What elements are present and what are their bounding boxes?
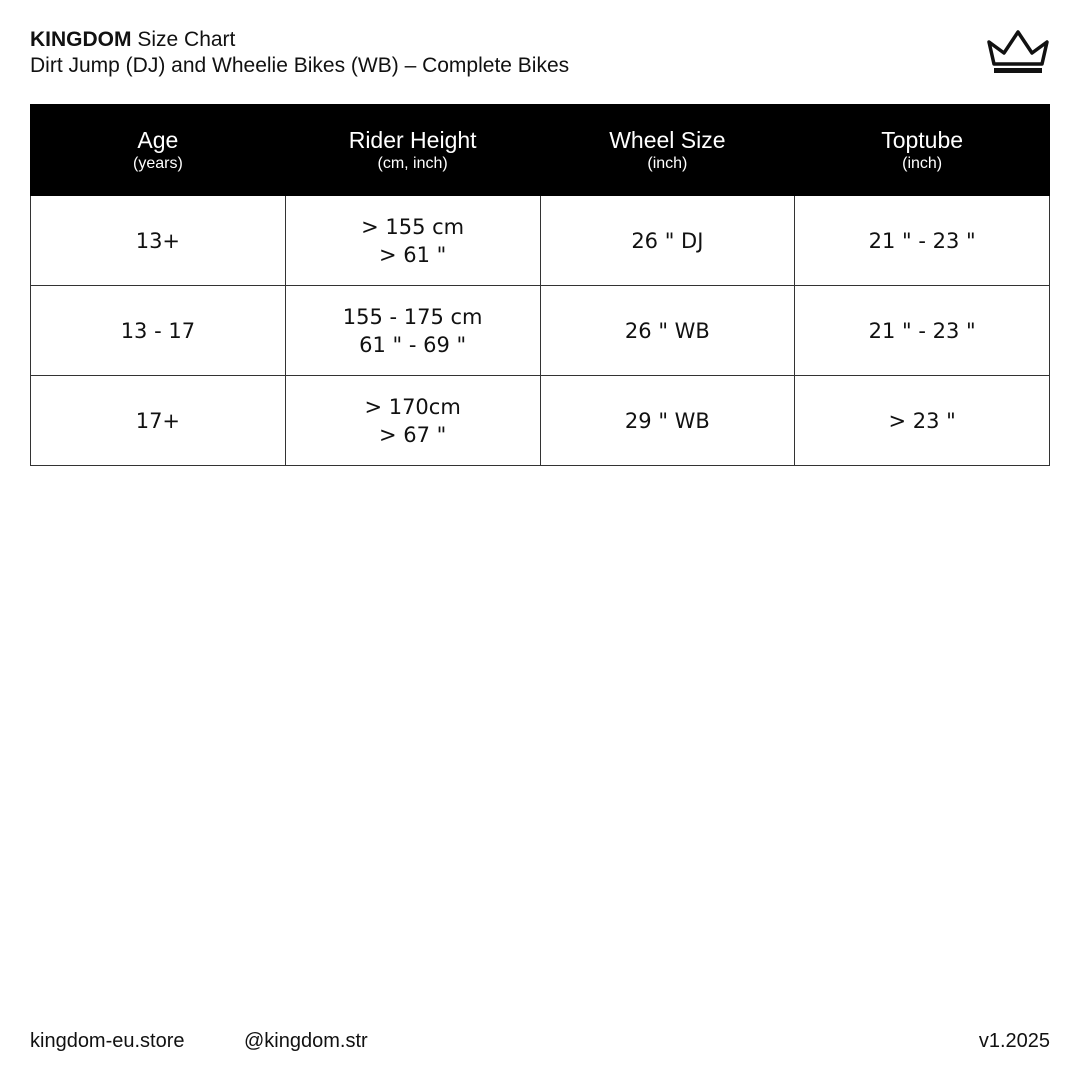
crown-icon <box>984 28 1052 80</box>
social-handle[interactable]: @kingdom.str <box>244 1030 368 1052</box>
cell-age: 13 - 17 <box>31 286 286 376</box>
height-cm: > 155 cm <box>361 214 465 239</box>
column-unit: (inch) <box>902 155 943 172</box>
cell-rider-height <box>285 376 540 466</box>
height-cm: 155 - 175 cm <box>342 304 483 329</box>
page-header <box>30 28 569 80</box>
cell-age: 17+ <box>31 376 286 466</box>
height-inch: 61 " - 69 " <box>359 332 467 357</box>
page-subtitle: Dirt Jump (DJ) and Wheelie Bikes (WB) – Complete Bikes <box>30 54 570 77</box>
column-header-rider-height <box>285 105 540 196</box>
cell-rider-height <box>285 196 540 286</box>
page-title <box>30 28 569 52</box>
column-label: Toptube <box>881 127 964 153</box>
cell-toptube: 21 " - 23 " <box>795 196 1050 286</box>
size-chart-table <box>30 104 1050 466</box>
column-label: Age <box>137 127 179 153</box>
table-row <box>31 196 1050 286</box>
cell-toptube: > 23 " <box>795 376 1050 466</box>
title-text: Size Chart <box>137 28 236 51</box>
height-inch: > 61 " <box>378 242 447 267</box>
column-header-wheel-size <box>540 105 795 196</box>
cell-wheel-size: 26 " DJ <box>540 196 795 286</box>
cell-wheel-size: 26 " WB <box>540 286 795 376</box>
column-header-toptube <box>795 105 1050 196</box>
column-unit: (inch) <box>647 155 688 172</box>
website-link[interactable]: kingdom-eu.store <box>30 1030 185 1052</box>
version-label: v1.2025 <box>978 1030 1050 1052</box>
cell-rider-height <box>285 286 540 376</box>
column-header-age <box>31 105 286 196</box>
height-inch: > 67 " <box>378 422 447 447</box>
brand-name: KINGDOM <box>30 28 132 51</box>
cell-wheel-size: 29 " WB <box>540 376 795 466</box>
column-unit: (years) <box>132 155 183 172</box>
cell-toptube: 21 " - 23 " <box>795 286 1050 376</box>
cell-age: 13+ <box>31 196 286 286</box>
table-row <box>31 376 1050 466</box>
column-label: Wheel Size <box>609 127 726 153</box>
column-unit: (cm, inch) <box>377 155 448 172</box>
column-label: Rider Height <box>348 127 477 153</box>
table-row <box>31 286 1050 376</box>
table-header-row <box>31 105 1050 196</box>
height-cm: > 170cm <box>364 394 461 419</box>
